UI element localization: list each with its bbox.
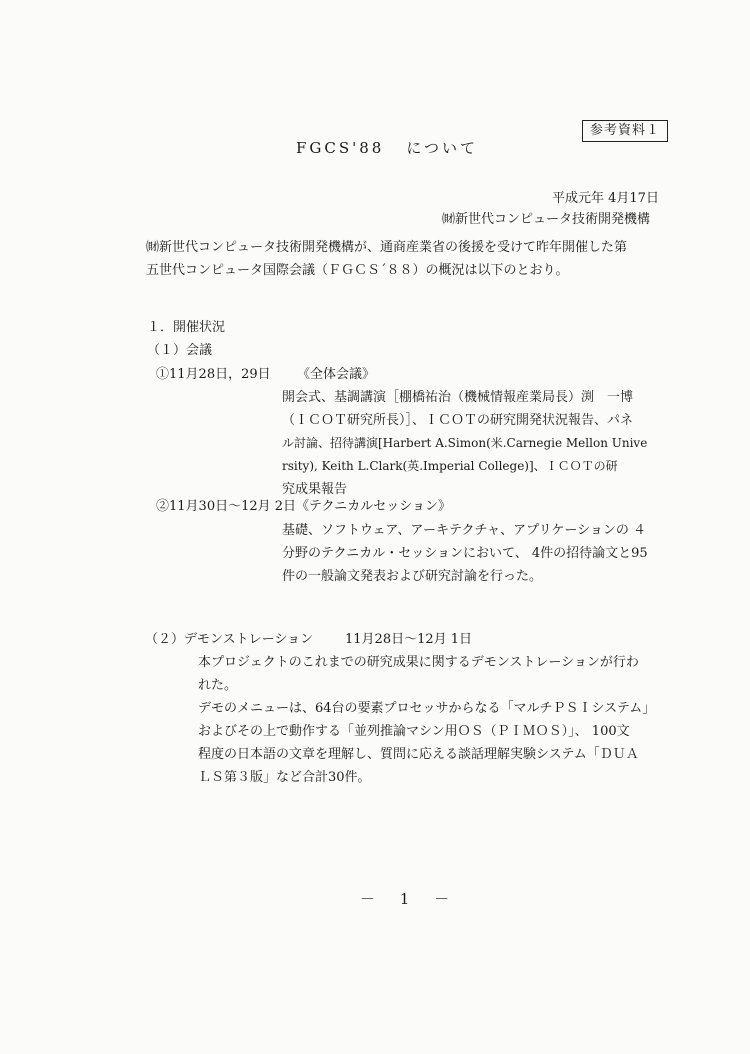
page-number: － 1 － bbox=[360, 890, 460, 908]
item-date: ①11月28日，29日 bbox=[156, 367, 271, 382]
text-line: （ＩＣＯＴ研究所長）］、ＩＣＯＴの研究開発状況報告、パネ bbox=[282, 413, 634, 428]
demo-date: 11月28日～12月 1日 bbox=[345, 632, 473, 647]
title-fgcs: FGCS'88 bbox=[296, 139, 385, 157]
subsection-heading: （２）デモンストレーション bbox=[145, 632, 314, 647]
text-line: ＬＳ第３版」など合計30件。 bbox=[198, 770, 371, 785]
intro-paragraph bbox=[146, 236, 666, 282]
issuing-organization: ㈶新世代コンピュータ技術開発機構 bbox=[442, 212, 651, 227]
text-line: れた。 bbox=[198, 678, 238, 693]
text-line: 分野のテクニカル・セッションにおいて、 4件の招待論文と95 bbox=[282, 546, 648, 561]
technical-session-description bbox=[282, 519, 672, 588]
demonstration-description bbox=[198, 651, 678, 789]
text-line: 開会式、基調講演［棚橋祐治（機械情報産業局長）渕 一博 bbox=[282, 390, 634, 405]
text-line: およびその上で動作する「並列推論マシン用ＯＳ（ＰＩＭＯＳ）」、 100文 bbox=[198, 724, 630, 739]
text-line: 本プロジェクトのこれまでの研究成果に関するデモンストレーションが行わ bbox=[198, 655, 639, 670]
reference-material-box: 参考資料１ bbox=[582, 120, 668, 142]
text-line: 究成果報告 bbox=[282, 482, 348, 497]
plenary-description bbox=[282, 386, 672, 501]
item-date: ②11月30日～12月 2日《テクニカルセッション》 bbox=[156, 499, 451, 514]
document-title bbox=[296, 138, 478, 158]
text-line: 程度の日本語の文章を理解し、質問に応える談話理解実験システム「ＤＵＡ bbox=[198, 747, 639, 762]
title-about: について bbox=[406, 139, 479, 157]
text-line: 基礎、ソフトウェア、アーキテクチャ、アプリケーションの ４ bbox=[282, 523, 646, 538]
issue-date: 平成元年 4月17日 bbox=[552, 191, 659, 206]
text-line: ル討論、招待講演[Harbert A.Simon(米.Carnegie Mellon Unive bbox=[282, 436, 648, 450]
text-line: デモのメニューは、64台の要素プロセッサからなる「マルチＰＳＩシステム」 bbox=[198, 701, 656, 716]
text-line: rsity), Keith L.Clark(英.Imperial College)]、ＩＣＯＴの研 bbox=[282, 459, 618, 473]
intro-line: 五世代コンピュータ国際会議（ＦＧＣＳ´８８）の概況は以下のとおり。 bbox=[146, 263, 569, 278]
subsection-heading: （１）会議 bbox=[147, 343, 213, 358]
text-line: 件の一般論文発表および研究討論を行った。 bbox=[282, 569, 543, 584]
section-heading: １．開催状況 bbox=[147, 320, 226, 335]
intro-line: ㈶新世代コンピュータ技術開発機構が、通商産業省の後援を受けて昨年開催した第 bbox=[146, 240, 628, 255]
item-label: 《全体会議》 bbox=[297, 367, 376, 382]
